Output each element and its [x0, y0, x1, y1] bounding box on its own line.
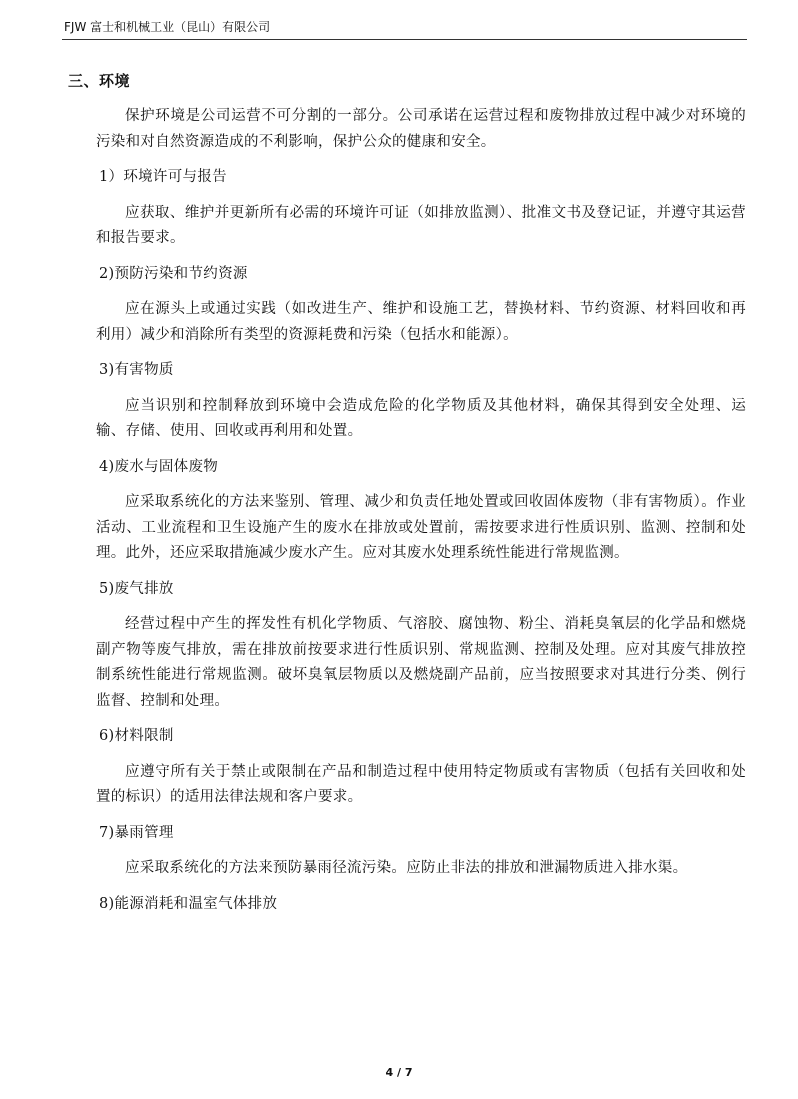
intro-paragraph: 保护环境是公司运营不可分割的一部分。公司承诺在运营过程和废物排放过程中减少对环境的污染和对自然资源造成的不利影响，保护公众的健康和安全。 — [96, 108, 746, 150]
item-heading-3: 3)有害物质 — [99, 362, 174, 378]
item-text-2: 应在源头上或通过实践（如改进生产、维护和设施工艺，替换材料、节约资源、材料回收和再利用）减少和消除所有类型的资源耗费和污染（包括水和能源）。 — [96, 301, 746, 343]
item-text-7: 应采取系统化的方法来预防暴雨径流污染。应防止非法的排放和泄漏物质进入排水渠。 — [125, 860, 688, 876]
item-heading-4: 4)废水与固体废物 — [99, 458, 219, 475]
item-heading-8: 8)能源消耗和温室气体排放 — [99, 895, 278, 912]
item-text-4: 应采取系统化的方法来鉴别、管理、减少和负责任地处置或回收固体废物（非有害物质）。作业活动、工业流程和卫生设施产生的废水在排放或处置前，需按要求进行性质识别、监测、控制和处理。此外，还应采取措施减少废水产生。应对其废水处理系统性能进行常规监测。 — [96, 494, 746, 561]
item-heading-5: 5)废气排放 — [99, 580, 174, 597]
item-text-1: 应获取、维护并更新所有必需的环境许可证（如排放监测）、批准文书及登记证，并遵守其运营和报告要求。 — [96, 204, 746, 246]
section-title: 三、环境 — [68, 72, 131, 90]
item-heading-1: 1）环境许可与报告 — [99, 169, 227, 185]
document-body — [96, 104, 746, 917]
item-text-5: 经营过程中产生的挥发性有机化学物质、气溶胶、腐蚀物、粉尘、消耗臭氧层的化学品和燃烧副产物等废气排放，需在排放前按要求进行性质识别、常规监测、控制及处理。应对其废气排放控制系统性能进行常规监测。破坏臭氧层物质以及燃烧副产品前，应当按照要求对其进行分类、例行监督、控制和处理。 — [96, 616, 746, 709]
item-text-3: 应当识别和控制释放到环境中会造成危险的化学物质及其他材料，确保其得到安全处理、运输、存储、使用、回收或再利用和处置。 — [96, 397, 746, 439]
page-number: 4 / 7 — [385, 1066, 413, 1079]
page-header: FJW 富士和机械工业（昆山）有限公司 — [64, 20, 271, 34]
item-heading-7: 7)暴雨管理 — [99, 824, 174, 841]
header-divider — [62, 39, 747, 40]
item-heading-2: 2)预防污染和节约资源 — [99, 265, 248, 282]
item-heading-6: 6)材料限制 — [99, 728, 174, 744]
item-text-6: 应遵守所有关于禁止或限制在产品和制造过程中使用特定物质或有害物质（包括有关回收和处置的标识）的适用法律法规和客户要求。 — [96, 763, 746, 805]
